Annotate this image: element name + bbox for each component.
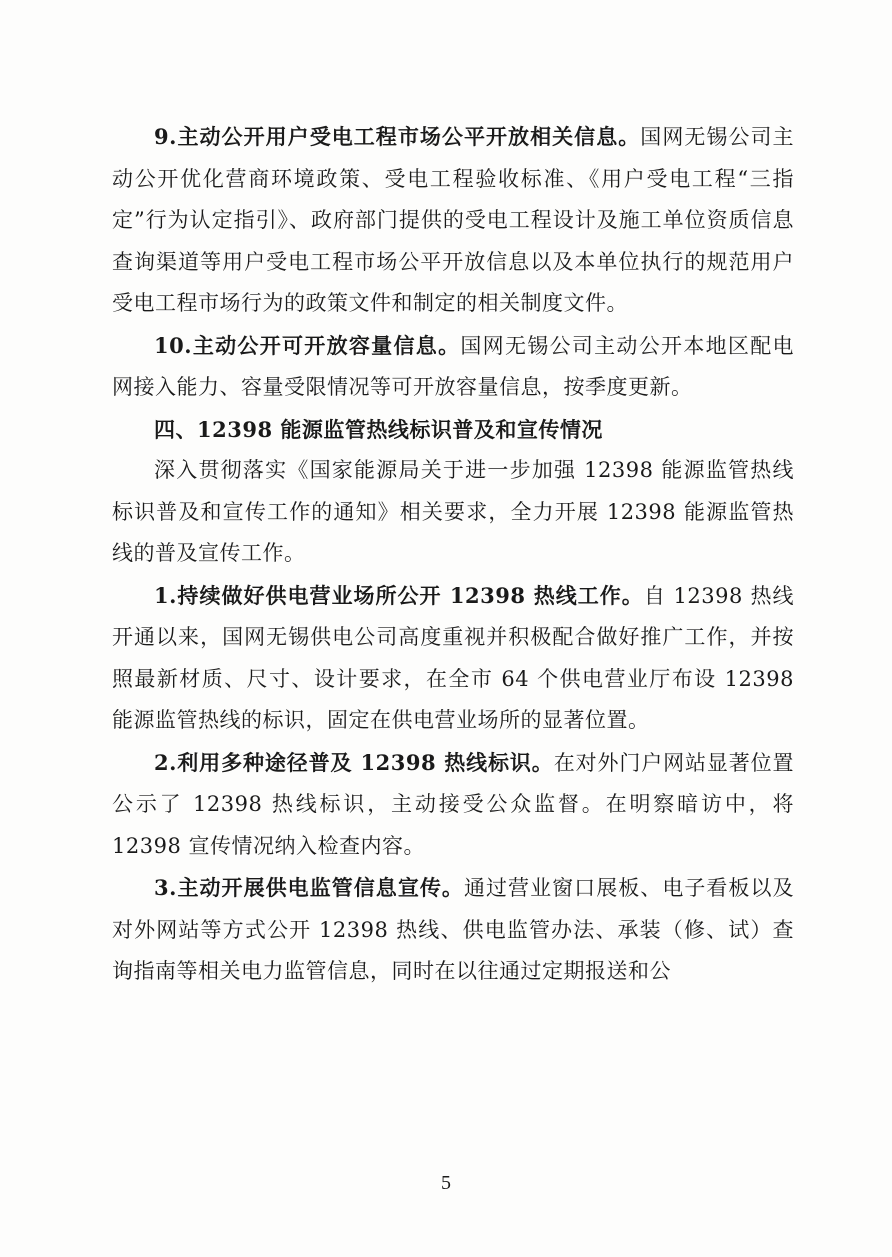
item-text: 在对外门户网站显著位置公示了 12398 热线标识，主动接受公众监督。在明察暗访中，将 12398 宣传情况纳入检查内容。 — [112, 750, 795, 858]
list-item — [112, 575, 794, 742]
paragraph-lead: 9.主动公开用户受电工程市场公平开放相关信息。 — [154, 124, 641, 149]
item-lead: 1.持续做好供电营业场所公开 12398 热线工作。 — [154, 582, 644, 608]
document-body — [112, 116, 794, 993]
section-intro: 深入贯彻落实《国家能源局关于进一步加强 12398 能源监管热线标识普及和宣传工作的通知》相关要求，全力开展 12398 能源监管热线的普及宣传工作。 — [112, 458, 794, 565]
paragraph-item-9 — [112, 116, 794, 325]
paragraph-text: 国网无锡公司主动公开本地区配电网接入能力、容量受限情况等可开放容量信息，按季度更新。 — [112, 333, 794, 399]
item-text: 通过营业窗口展板、电子看板以及对外网站等方式公开 12398 热线、供电监管办法、承装（修、试）查询指南等相关电力监管信息，同时在以往通过定期报送和公 — [112, 876, 795, 983]
list-item — [112, 742, 794, 868]
item-lead: 3.主动开展供电监管信息宣传。 — [154, 875, 464, 900]
item-lead: 2.利用多种途径普及 12398 热线标识。 — [154, 749, 554, 775]
paragraph-item-10 — [112, 325, 794, 409]
page-number: 5 — [441, 1172, 451, 1194]
paragraph-lead: 10.主动公开可开放容量信息。 — [154, 332, 461, 358]
item-text: 自 12398 热线开通以来，国网无锡供电公司高度重视并积极配合做好推广工作，并按照最新材质、尺寸、设计要求，在全市 64 个供电营业厅布设 12398 能源监管热线的标识，固定在供电营业场所的显著位置。 — [112, 583, 795, 732]
section-heading: 四、12398 能源监管热线标识普及和宣传情况 — [154, 416, 603, 442]
list-item — [112, 867, 794, 993]
paragraph-text: 国网无锡公司主动公开优化营商环境政策、受电工程验收标准、《用户受电工程“三指定”行为认定指引》、政府部门提供的受电工程设计及施工单位资质信息查询渠道等用户受电工程市场公平开放信息以及本单位执行的规范用户受电工程市场行为的政策文件和制定的相关制度文件。 — [112, 125, 795, 315]
